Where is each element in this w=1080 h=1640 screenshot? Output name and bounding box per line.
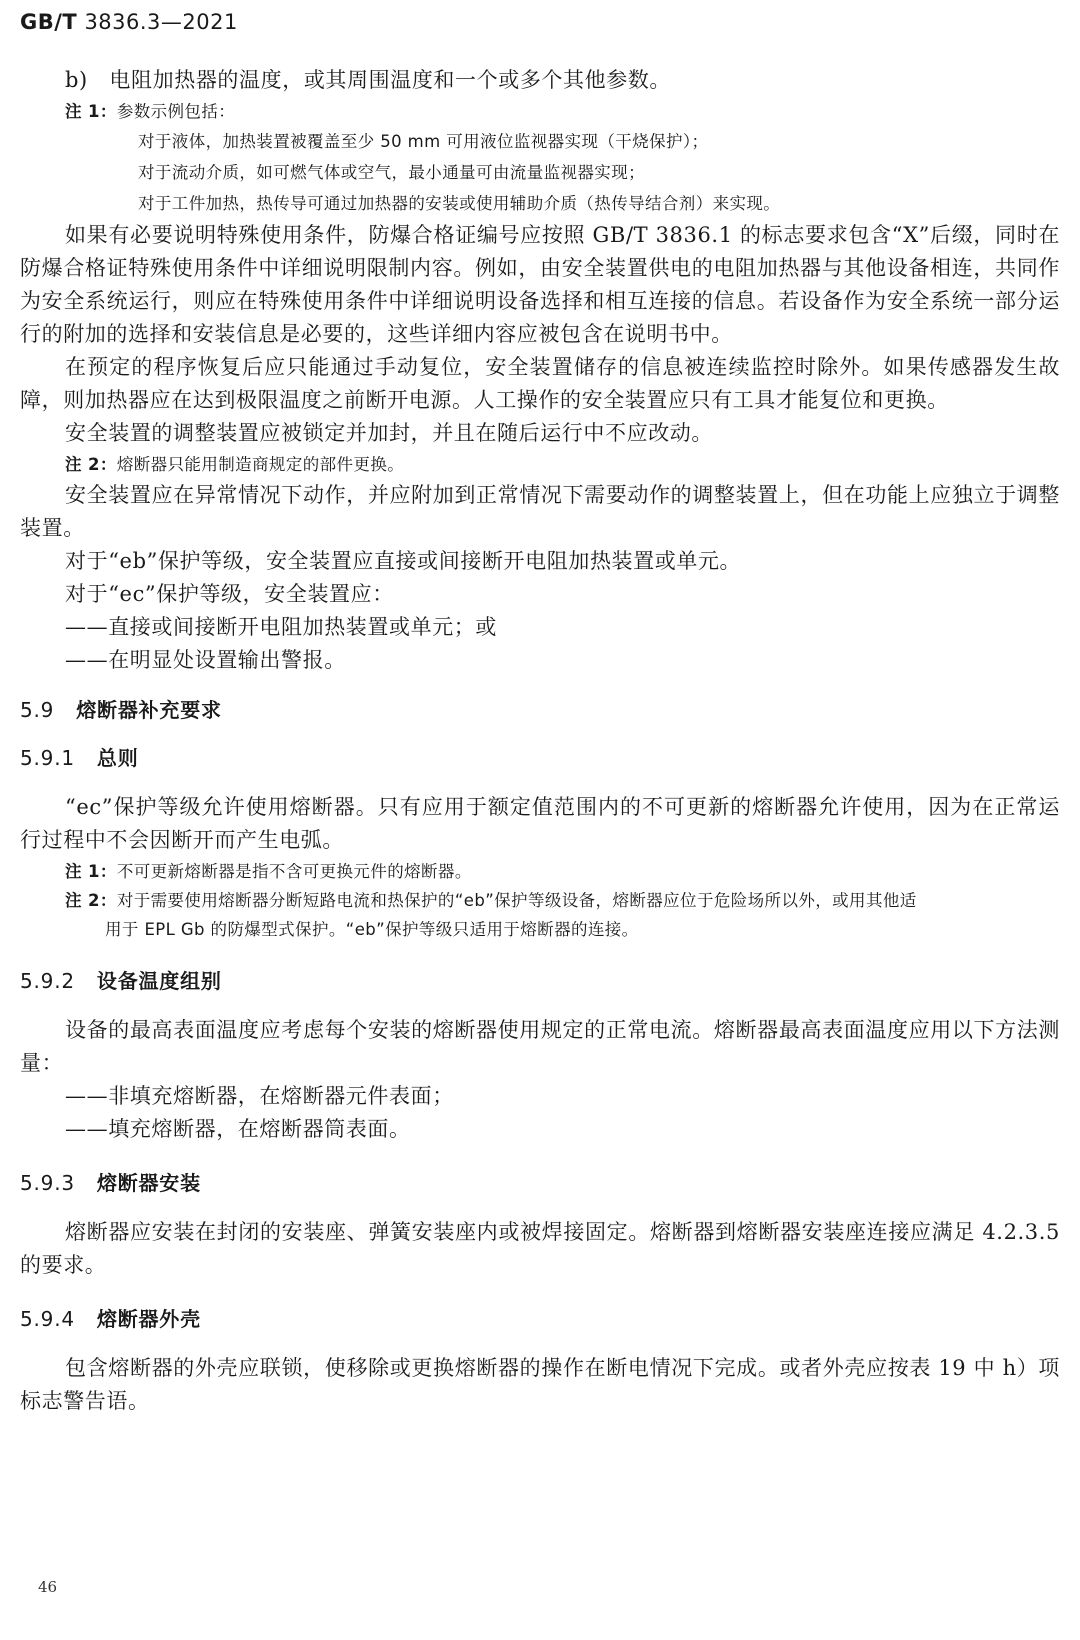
paragraph-adjustment-lock: 安全装置的调整装置应被锁定并加封，并且在随后运行中不应改动。 [65,421,713,445]
note-text: 熔断器只能用制造商规定的部件更换。 [116,455,405,474]
section-title: 熔断器补充要求 [76,698,222,722]
dash-item-unfilled: ——非填充熔断器，在熔断器元件表面； [65,1084,454,1108]
section-heading-5-9-2 [20,966,1060,996]
section-number: 5.9.3 [20,1171,75,1195]
note-2-fuse [20,886,1060,915]
note-text: 不可更新熔断器是指不含可更换元件的熔断器。 [116,862,472,881]
section-title: 熔断器安装 [96,1171,201,1195]
note-2-fuse-continuation: 用于 EPL Gb 的防爆型式保护。“eb”保护等级只适用于熔断器的连接。 [105,920,639,939]
paragraph-abnormal-action: 安全装置应在异常情况下动作，并应附加到正常情况下需要动作的调整装置上，但在功能上应独立于调整装置。 [20,483,1060,540]
paragraph-eb-level: 对于“eb”保护等级，安全装置应直接或间接断开电阻加热装置或单元。 [65,549,742,573]
note-text: 对于需要使用熔断器分断短路电流和热保护的“eb”保护等级设备，熔断器应位于危险场所以外，或用其他适 [116,891,917,910]
standard-number: 3836.3—2021 [84,10,238,34]
note-label: 注 1： [65,862,117,881]
dash-item-disconnect: ——直接或间接断开电阻加热装置或单元；或 [65,615,497,639]
note-example-3: 对于工件加热，热传导可通过加热器的安装或使用辅助介质（热传导结合剂）来实现。 [138,194,781,213]
page-content [20,64,1060,1418]
note-example-2: 对于流动介质，如可燃气体或空气，最小通量可由流量监视器实现； [138,163,645,182]
note-label: 注 1： [65,102,117,121]
section-title: 设备温度组别 [96,969,222,993]
paragraph-general: “ec”保护等级允许使用熔断器。只有应用于额定值范围内的不可更新的熔断器允许使用，因为在正常运行过程中不会因断开而产生电弧。 [20,795,1060,852]
paragraph-special-conditions: 如果有必要说明特殊使用条件，防爆合格证编号应按照 GB/T 3836.1 的标志要求包含“X”后缀，同时在防爆合格证特殊使用条件中详细说明限制内容。例如，由安全装置供电的电阻加热器与其他设备相连，共同作为安全系统运行，则应在特殊使用条件中详细说明设备选择和相互连接的信息。若设备作为安全系统一部分运行的附加的选择和安装信息是必要的，这些详细内容应被包含在说明书中。 [20,223,1060,346]
section-heading-5-9-1 [20,743,1060,773]
note-example-1: 对于液体，加热装置被覆盖至少 50 mm 可用液位监视器实现（干烧保护）； [138,132,709,151]
note-1 [20,97,1060,126]
note-label: 注 2： [65,891,117,910]
note-2 [20,450,1060,479]
section-number: 5.9 [20,698,55,722]
section-number: 5.9.2 [20,969,75,993]
note-label: 注 2： [65,455,117,474]
section-title: 熔断器外壳 [96,1307,201,1331]
dash-item-alarm: ——在明显处设置输出警报。 [65,648,346,672]
paragraph-temperature: 设备的最高表面温度应考虑每个安装的熔断器使用规定的正常电流。熔断器最高表面温度应用以下方法测量： [20,1018,1060,1075]
paragraph-manual-reset: 在预定的程序恢复后应只能通过手动复位，安全装置储存的信息被连续监控时除外。如果传感器发生故障，则加热器应在达到极限温度之前断开电源。人工操作的安全装置应只有工具才能复位和更换。 [20,355,1060,412]
dash-item-filled: ——填充熔断器，在熔断器筒表面。 [65,1117,411,1141]
section-number: 5.9.4 [20,1307,75,1331]
paragraph-ec-level: 对于“ec”保护等级，安全装置应： [65,582,394,606]
standard-code: GB/T [20,10,78,34]
section-heading-5-9-3 [20,1168,1060,1198]
section-number: 5.9.1 [20,746,75,770]
page-header [20,10,238,34]
section-heading-5-9 [20,695,1060,725]
section-heading-5-9-4 [20,1304,1060,1334]
page-number: 46 [38,1578,58,1596]
note-1-fuse [20,857,1060,886]
paragraph-enclosure: 包含熔断器的外壳应联锁，使移除或更换熔断器的操作在断电情况下完成。或者外壳应按表 19 中 h）项标志警告语。 [20,1356,1060,1413]
note-text: 参数示例包括： [116,102,236,121]
paragraph-installation: 熔断器应安装在封闭的安装座、弹簧安装座内或被焊接固定。熔断器到熔断器安装座连接应满足 4.2.3.5 的要求。 [20,1220,1060,1277]
list-item-b: b) 电阻加热器的温度，或其周围温度和一个或多个其他参数。 [65,68,672,92]
section-title: 总则 [96,746,139,770]
